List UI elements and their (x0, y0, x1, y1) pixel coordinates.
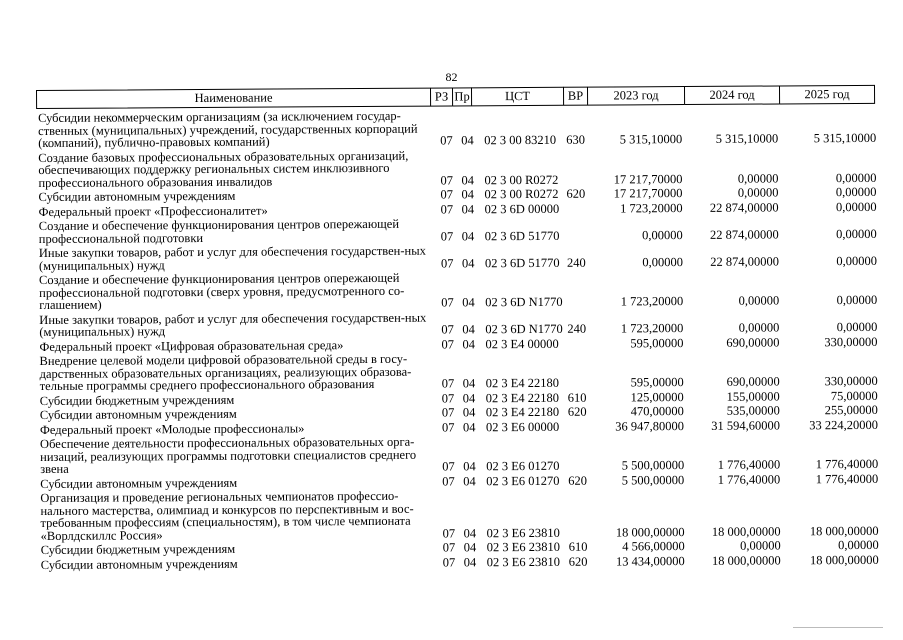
row-rz: 07 (440, 187, 454, 202)
row-pr: 04 (463, 554, 477, 569)
row-pr: 04 (461, 228, 475, 243)
row-2025: 18 000,00000 (809, 523, 879, 538)
row-pr: 04 (462, 390, 476, 405)
row-2024: 690,00000 (726, 334, 780, 350)
row-2024: 22 874,00000 (709, 199, 779, 215)
row-2023: 5 500,00000 (621, 472, 685, 487)
row-pr: 04 (462, 405, 476, 420)
row-2023: 1 723,20000 (620, 200, 683, 215)
table-row (40, 432, 880, 477)
row-pr: 04 (463, 459, 476, 474)
row-2023: 0,00000 (642, 227, 683, 242)
row-vr: 630 (566, 132, 585, 147)
row-vr: 620 (568, 554, 588, 569)
row-rz: 07 (440, 133, 453, 148)
row-rz: 07 (441, 405, 455, 420)
header-name: Наименование (36, 88, 431, 109)
row-vr: 620 (566, 186, 586, 201)
table-row (39, 349, 879, 394)
row-cst: 02 3 00 R0272 (484, 172, 559, 187)
row-name: Федеральный проект «Молодые профессионалы» (39, 420, 305, 437)
row-pr: 04 (462, 419, 476, 434)
row-cst: 02 3 E6 23810 (486, 525, 560, 540)
row-cst: 02 3 E6 23810 (486, 554, 561, 569)
row-2023: 36 947,80000 (615, 418, 684, 433)
row-name: Субсидии бюджетным учреждениям (40, 541, 236, 557)
row-2025: 0,00000 (835, 199, 877, 214)
row-cst: 02 3 6D 00000 (484, 201, 560, 216)
row-name: Создание и обеспечение функционирования центров опережающей профессиональной подготовки (сверх уровня, предусмотренного со-глашением) (38, 270, 405, 312)
row-rz: 07 (441, 376, 455, 391)
row-cst: 02 3 6D N1770 (485, 294, 563, 310)
row-2024: 1 776,40000 (717, 457, 781, 472)
row-pr: 04 (462, 322, 475, 337)
page-number: 82 (445, 70, 458, 84)
row-2025: 75,00000 (830, 388, 878, 403)
row-cst: 02 3 E6 00000 (485, 419, 560, 434)
row-2025: 0,00000 (835, 184, 877, 200)
row-vr: 610 (567, 390, 587, 405)
row-cst: 02 3 E4 22180 (485, 390, 560, 405)
row-cst: 02 3 E4 22180 (485, 404, 560, 420)
row-vr: 620 (568, 473, 588, 488)
row-cst: 02 3 6D 51770 (484, 255, 560, 270)
scan-mark (793, 627, 883, 628)
row-pr: 04 (462, 295, 475, 310)
row-2024: 690,00000 (726, 374, 780, 389)
row-name: Федеральный проект «Цифровая образовательная среда» (39, 337, 344, 354)
row-name: Субсидии автономным учреждениям (39, 406, 237, 422)
row-2024: 535,00000 (726, 403, 780, 418)
row-2025: 330,00000 (824, 373, 878, 389)
table-body (38, 106, 881, 572)
row-pr: 04 (463, 525, 477, 540)
header-2024: 2024 год (684, 85, 780, 105)
row-2024: 18 000,00000 (711, 523, 781, 539)
row-name: Обеспечение деятельности профессиональных образовательных орга-низаций, реализующих программы подготовки специалистов среднего звена (39, 434, 417, 476)
row-2023: 1 723,20000 (620, 321, 684, 336)
row-2024: 18 000,00000 (711, 552, 781, 568)
row-pr: 04 (463, 540, 477, 555)
row-rz: 07 (441, 322, 454, 337)
row-cst: 02 3 6D N1770 (485, 321, 563, 337)
row-2023: 4 566,00000 (622, 539, 685, 554)
row-2025: 5 315,10000 (813, 130, 877, 146)
header-pr: Пр (452, 87, 472, 106)
row-2025: 0,00000 (836, 253, 877, 268)
header-2025: 2025 год (779, 85, 875, 105)
row-pr: 04 (462, 336, 475, 351)
row-2024: 22 874,00000 (710, 253, 779, 269)
row-name: Субсидии автономным учреждениям (38, 188, 236, 204)
row-2023: 595,00000 (630, 335, 684, 350)
row-cst: 02 3 E6 01270 (486, 473, 560, 488)
row-name: Организация и проведение региональных чемпионатов профессио-нального мастерства, олимпиад и конкурсов по перспективным и вос-требованным профессиям (специальностям), в том числе чемпионата «Ворлдскиллс Россия» (40, 488, 414, 543)
row-2025: 0,00000 (836, 319, 878, 335)
row-2025: 18 000,00000 (809, 552, 879, 567)
table-row (38, 145, 878, 190)
row-2024: 0,00000 (737, 185, 779, 200)
row-name: Субсидии автономным учреждениям (40, 475, 238, 491)
row-rz: 07 (441, 336, 454, 352)
row-2023: 17 217,70000 (613, 171, 683, 186)
row-cst: 02 3 E4 00000 (485, 336, 559, 351)
row-2024: 31 594,60000 (711, 417, 780, 433)
row-rz: 07 (442, 540, 456, 555)
row-rz: 07 (440, 228, 454, 244)
row-2025: 33 224,20000 (809, 417, 878, 432)
row-2023: 470,00000 (630, 404, 684, 419)
row-2024: 22 874,00000 (709, 226, 779, 242)
row-cst: 02 3 00 83210 (484, 132, 557, 148)
row-cst: 02 3 00 R0272 (484, 186, 559, 202)
row-rz: 07 (441, 419, 455, 435)
row-pr: 04 (461, 201, 475, 216)
row-2025: 0,00000 (835, 170, 877, 185)
row-cst: 02 3 E6 01270 (486, 458, 560, 474)
table-header (36, 85, 874, 109)
row-rz: 07 (442, 459, 455, 474)
row-2023: 125,00000 (630, 389, 684, 404)
row-rz: 07 (441, 390, 455, 406)
row-2024: 0,00000 (740, 538, 781, 553)
row-2023: 13 434,00000 (615, 553, 685, 568)
row-vr: 240 (566, 255, 586, 270)
row-2024: 0,00000 (738, 320, 780, 335)
table-row (40, 486, 880, 543)
row-cst: 02 3 6D 51770 (484, 228, 560, 243)
row-2025: 330,00000 (824, 334, 878, 349)
row-rz: 07 (440, 172, 453, 188)
row-name: Федеральный проект «Профессионалитет» (38, 203, 268, 219)
row-2024: 5 315,10000 (715, 131, 779, 146)
row-2025: 1 776,40000 (815, 456, 879, 472)
row-2025: 0,00000 (836, 226, 877, 241)
row-rz: 07 (440, 255, 454, 271)
row-rz: 07 (440, 201, 454, 217)
row-name: Субсидии автономным учреждениям (40, 556, 238, 572)
row-2024: 1 776,40000 (717, 471, 781, 487)
row-2023: 595,00000 (630, 375, 684, 390)
row-name: Субсидии некоммерческим организациям (за исключением государ-ственных (муниципальных) учреждений, государственных корпораций (компаний), публично-правовых компаний) (38, 108, 418, 150)
row-rz: 07 (442, 473, 455, 489)
row-2023: 5 315,10000 (619, 132, 683, 147)
row-name: Создание базовых профессиональных образовательных организаций, обеспечивающих поддержку региональных систем инклюзивного профессионального образования инвалидов (38, 148, 409, 190)
row-name: Иные закупки товаров, работ и услуг для обеспечения государствен-ных (муниципальных) нужд (39, 310, 427, 339)
row-cst: 02 3 E6 23810 (486, 539, 560, 555)
row-2025: 255,00000 (824, 402, 878, 418)
row-pr: 04 (461, 187, 475, 202)
row-name: Внедрение целевой модели цифровой образовательной среды в госу-дарственных образовательных организациях, реализующих образова-тельные программы среднего профессионального образования (39, 351, 412, 393)
row-rz: 07 (442, 525, 456, 541)
row-pr: 04 (461, 255, 475, 270)
row-2024: 0,00000 (737, 170, 779, 186)
header-rz: РЗ (430, 87, 453, 106)
table-row (39, 268, 879, 313)
header-vr: ВР (563, 87, 588, 106)
row-2024: 0,00000 (738, 293, 780, 308)
row-name: Субсидии бюджетным учреждениям (39, 392, 235, 408)
row-pr: 04 (463, 473, 476, 488)
row-2025: 0,00000 (837, 537, 879, 553)
header-2023: 2023 год (587, 86, 685, 106)
row-cst: 02 3 E4 22180 (485, 375, 559, 391)
row-2023: 5 500,00000 (621, 458, 685, 473)
header-cst: ЦСТ (471, 87, 564, 107)
row-2025: 1 776,40000 (815, 471, 879, 486)
row-2023: 0,00000 (642, 254, 683, 269)
row-vr: 240 (567, 321, 587, 336)
row-2023: 17 217,70000 (613, 186, 683, 201)
row-2023: 1 723,20000 (620, 294, 684, 309)
row-pr: 04 (462, 376, 476, 391)
row-2024: 155,00000 (726, 388, 780, 404)
row-pr: 04 (461, 172, 474, 187)
row-2023: 18 000,00000 (615, 524, 685, 539)
row-rz: 07 (441, 295, 454, 310)
table-row (38, 106, 878, 151)
row-name: Создание и обеспечение функционирования центров опережающей профессиональной подготовки (38, 216, 400, 246)
row-name: Иные закупки товаров, работ и услуг для обеспечения государствен-ных (муниципальных) нужд (38, 243, 426, 273)
row-pr: 04 (461, 133, 474, 148)
row-2025: 0,00000 (836, 292, 878, 308)
row-vr: 610 (568, 539, 588, 554)
row-vr: 620 (567, 404, 587, 419)
row-rz: 07 (442, 554, 456, 570)
